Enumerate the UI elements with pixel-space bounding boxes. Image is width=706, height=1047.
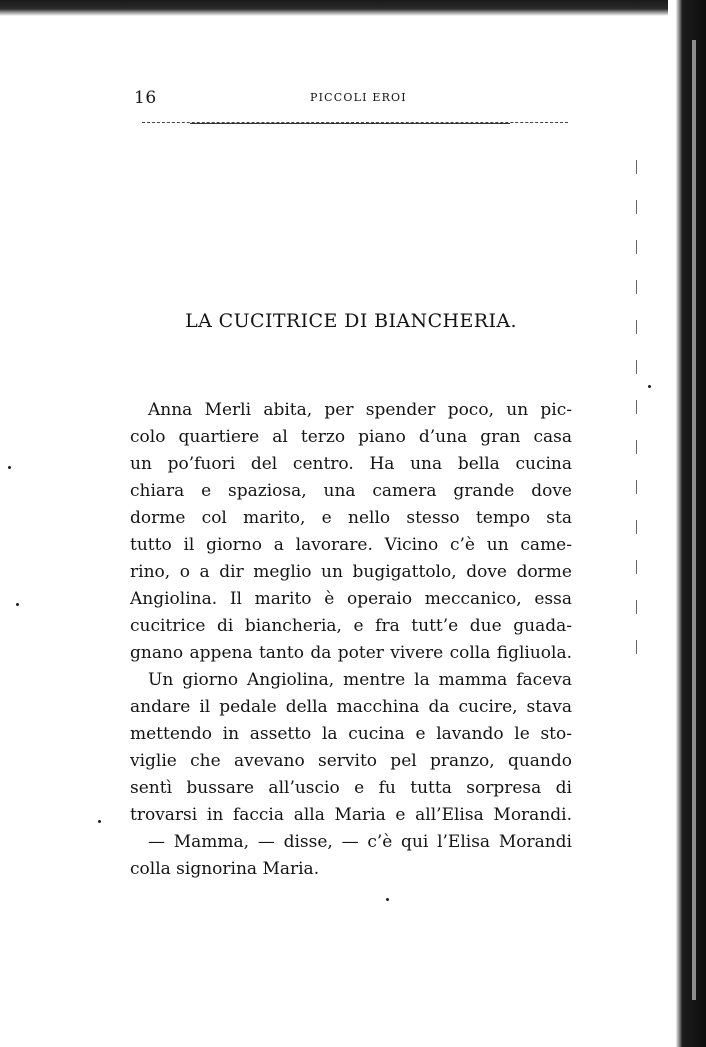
text-line: cucitrice di biancheria, e fra tutt’e due guada- bbox=[130, 616, 572, 636]
chapter-title: LA CUCITRICE DI BIANCHERIA. bbox=[185, 310, 517, 332]
text-line: colo quartiere al terzo piano d’una gran casa bbox=[130, 427, 572, 447]
header-rule-solid bbox=[190, 123, 510, 124]
scan-speck bbox=[8, 466, 11, 469]
scan-speck bbox=[98, 820, 101, 823]
text-line: colla signorina Maria. bbox=[130, 859, 320, 879]
text-line: andare il pedale della macchina da cucire, stava bbox=[130, 697, 572, 717]
body-text bbox=[130, 397, 572, 883]
scan-gutter-marks bbox=[636, 160, 637, 680]
text-line: — Mamma, — disse, — c’è qui l’Elisa Morandi bbox=[148, 832, 572, 852]
text-line: mettendo in assetto la cucina e lavando le sto- bbox=[130, 724, 572, 744]
scan-speck bbox=[648, 385, 651, 388]
text-line: Anna Merli abita, per spender poco, un pic- bbox=[148, 400, 572, 420]
text-line: Angiolina. Il marito è operaio meccanico, essa bbox=[130, 589, 572, 609]
page-number: 16 bbox=[134, 88, 157, 108]
scan-speck bbox=[386, 898, 389, 901]
text-line: rino, o a dir meglio un bugigattolo, dove dorme bbox=[130, 562, 572, 582]
text-line: dorme col marito, e nello stesso tempo sta bbox=[130, 508, 572, 528]
text-line: Un giorno Angiolina, mentre la mamma faceva bbox=[148, 670, 572, 690]
book-title: PICCOLI EROI bbox=[310, 91, 407, 104]
scan-speck bbox=[16, 603, 19, 606]
scan-right-edge bbox=[668, 0, 706, 1047]
text-line: gnano appena tanto da poter vivere colla figliuola. bbox=[130, 643, 572, 663]
text-line: viglie che avevano servito pel pranzo, quando bbox=[130, 751, 572, 771]
running-head bbox=[130, 88, 570, 112]
scan-top-edge bbox=[0, 0, 706, 16]
text-line: trovarsi in faccia alla Maria e all’Elisa Morandi. bbox=[130, 805, 572, 825]
text-line: chiara e spaziosa, una camera grande dove bbox=[130, 481, 572, 501]
text-line: sentì bussare all’uscio e fu tutta sorpresa di bbox=[130, 778, 572, 798]
text-line: tutto il giorno a lavorare. Vicino c’è un came- bbox=[130, 535, 572, 555]
text-line: un po’fuori del centro. Ha una bella cucina bbox=[130, 454, 572, 474]
scan-edge-fiber bbox=[692, 40, 696, 1000]
